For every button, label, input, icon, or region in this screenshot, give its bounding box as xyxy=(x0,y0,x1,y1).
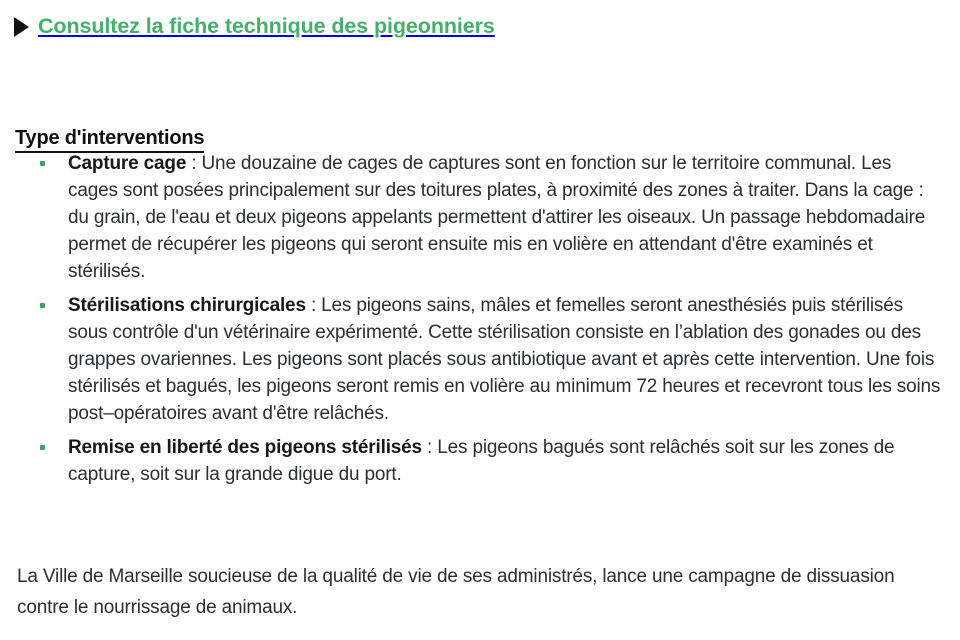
list-item-separator: : xyxy=(421,437,438,458)
triangle-right-icon xyxy=(14,17,29,37)
list-item-separator: : xyxy=(305,295,322,316)
list-item xyxy=(0,292,960,427)
bullet-dot-icon xyxy=(40,303,45,308)
list-item-label: Capture cage xyxy=(68,153,187,174)
list-item-body: Une douzaine de cages de captures sont en fonction sur le territoire communal. Les cages sont posées principalement sur des toitures plates, à proximité des zones à traiter. Dans la cage : du grain, de l'eau et deux pigeons appelants permettent d'attirer les oiseaux. Un passage hebdomadaire permet de récupérer les pigeons qui seront ensuite mis en volière en attendant d'être examinés et stérilisés. xyxy=(68,153,926,282)
section-heading: Type d'interventions xyxy=(15,127,204,153)
bullet-dot-icon xyxy=(40,445,45,450)
list-item xyxy=(0,150,960,285)
list-item xyxy=(0,434,960,488)
list-item-label: Remise en liberté des pigeons stérilisés xyxy=(68,437,422,458)
bullet-dot-icon xyxy=(40,161,45,166)
list-item-body: Les pigeons bagués sont relâchés soit sur les zones de capture, soit sur la grande digue du port. xyxy=(68,437,895,485)
interventions-list xyxy=(0,150,960,488)
closing-paragraph: La Ville de Marseille soucieuse de la qualité de vie de ses administrés, lance une campagne de dissuasion contre le nourrissage de animaux. xyxy=(17,566,895,618)
list-item-body: Les pigeons sains, mâles et femelles seront anesthésiés puis stérilisés sous contrôle d'un vétérinaire expérimenté. Cette stérilisation consiste en l’ablation des gonades ou des grappes ovariennes. Les pigeons sont placés sous antibiotique avant et après cette intervention. Une fois stérilisés et bagués, les pigeons seront remis en volière au minimum 72 heures et recevront tous les soins post–opératoires avant d'être relâchés. xyxy=(68,295,941,424)
fiche-technique-link[interactable] xyxy=(14,16,495,38)
list-item-separator: : xyxy=(186,153,202,174)
fiche-technique-link-label: Consultez la fiche technique des pigeonniers xyxy=(38,14,495,38)
list-item-label: Stérilisations chirurgicales xyxy=(68,295,306,316)
